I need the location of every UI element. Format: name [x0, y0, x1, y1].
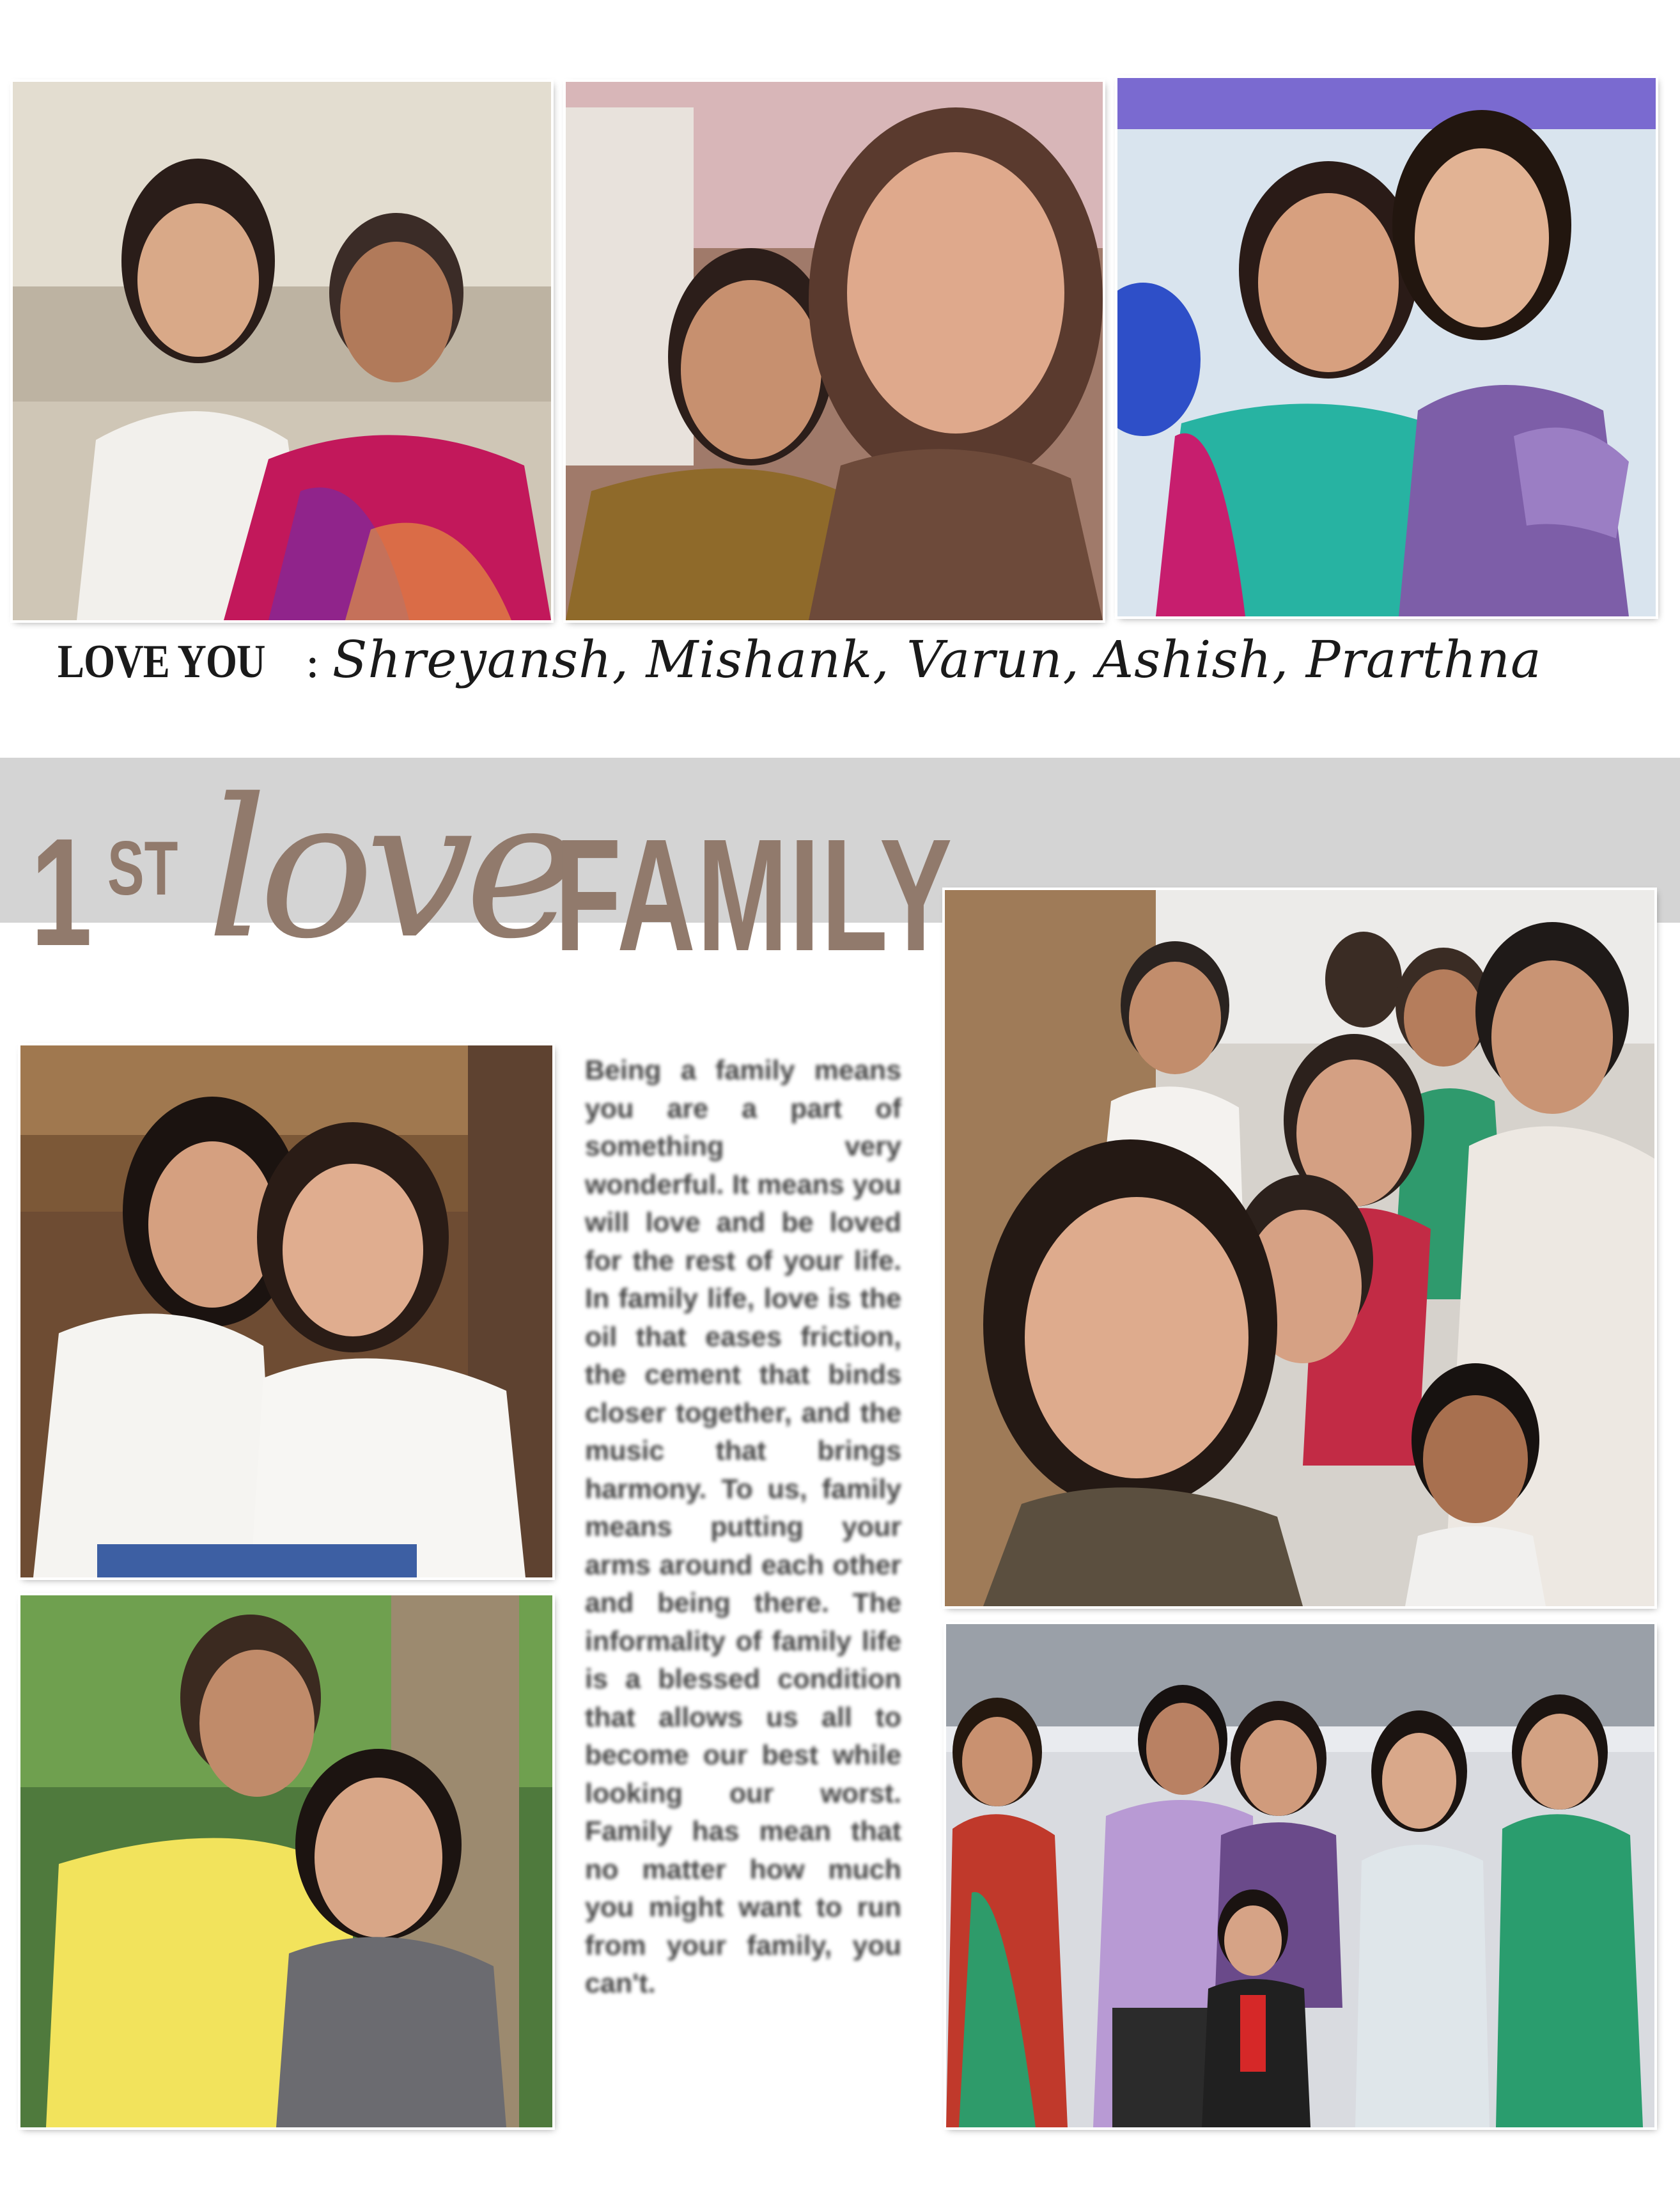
photo-family-group-indoor [946, 1624, 1654, 2127]
caption-separator: : [305, 636, 320, 688]
photo-mother-daughter-purple-dress [1117, 78, 1656, 616]
caption-label: LOVE YOU [58, 636, 265, 688]
photo-selfie-with-mother [566, 82, 1103, 620]
photo-brother-sister-yellow-tee [20, 1595, 552, 2127]
headline-superscript: ST [107, 825, 178, 911]
headline-number: 1 [31, 806, 93, 978]
headline-word: FAMILY [555, 806, 954, 984]
names-caption [58, 630, 1542, 689]
photo-two-girls-white-tees [20, 1045, 552, 1577]
photo-cousins-group-selfie [945, 890, 1654, 1606]
caption-names: Shreyansh, Mishank, Varun, Ashish, Prarthna [332, 630, 1542, 689]
family-body-text: Being a family means you are a part of something very wonderful. It means you will love and be loved for the rest of your life. In family life, love is the oil that eases friction, the cement that binds closer together, and the music that brings harmony. To us, family means putting your arms around each other and being there. The informality of family life is a blessed condition that allows us all to become our best while looking our worst. Family has mean that no matter how much you might want to run from your family, you can't. [585, 1055, 901, 1999]
photo-girl-with-grandmother [13, 82, 551, 620]
headline-script-word: love [206, 758, 570, 981]
